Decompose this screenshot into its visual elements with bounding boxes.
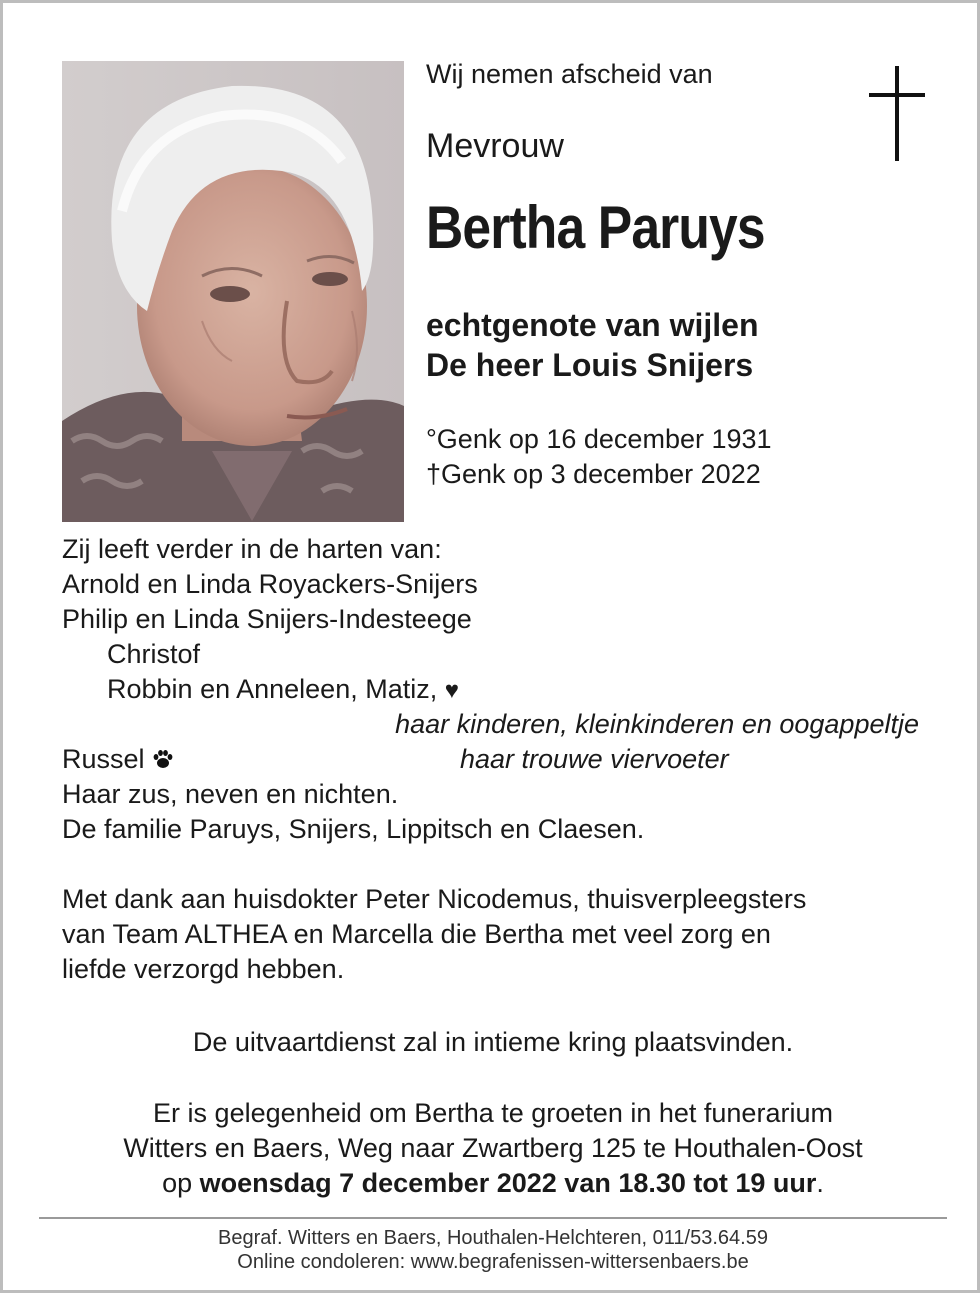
divider xyxy=(39,1217,947,1219)
thanks-line: liefde verzorgd hebben. xyxy=(62,954,345,984)
online-condolence-info: Online condoleren: www.begrafenissen-wittersenbaers.be xyxy=(237,1251,749,1273)
pet-name: Russel xyxy=(62,744,145,774)
survivor-line: Philip en Linda Snijers-Indesteege xyxy=(62,604,472,634)
spouse-line-2: De heer Louis Snijers xyxy=(426,347,754,383)
viewing-line: Witters en Baers, Weg naar Zwartberg 125 te Houthalen-Oost xyxy=(123,1133,863,1163)
survivor-line: Haar zus, neven en nichten. xyxy=(62,779,399,809)
viewing-suffix: . xyxy=(816,1168,824,1198)
portrait-photo xyxy=(62,61,404,522)
intro-text: Wij nemen afscheid van xyxy=(426,59,713,89)
birth-date: °Genk op 16 december 1931 xyxy=(426,424,772,454)
viewing-datetime: woensdag 7 december 2022 van 18.30 tot 19 uur xyxy=(199,1168,817,1198)
survivors-intro: Zij leeft verder in de harten van: xyxy=(62,534,442,564)
thanks-line: van Team ALTHEA en Marcella die Bertha met veel zorg en xyxy=(62,919,771,949)
pet-line xyxy=(62,744,174,777)
survivor-line: Arnold en Linda Royackers-Snijers xyxy=(62,569,478,599)
spouse-line-1: echtgenote van wijlen xyxy=(426,307,759,343)
viewing-line xyxy=(3,1168,980,1199)
survivor-line xyxy=(107,674,459,705)
survivor-line: De familie Paruys, Snijers, Lippitsch en Claesen. xyxy=(62,814,645,844)
heart-icon: ♥ xyxy=(444,677,459,704)
survivor-line: Christof xyxy=(107,639,201,669)
relation-caption: haar kinderen, kleinkinderen en oogappeltje xyxy=(395,709,919,739)
pet-caption: haar trouwe viervoeter xyxy=(460,744,729,774)
cross-icon xyxy=(869,66,925,161)
viewing-line: Er is gelegenheid om Bertha te groeten in het funerarium xyxy=(153,1098,833,1128)
survivor-line-text: Robbin en Anneleen, Matiz, xyxy=(107,674,438,704)
deceased-name: Bertha Paruys xyxy=(426,194,765,261)
funeral-home-info: Begraf. Witters en Baers, Houthalen-Helchteren, 011/53.64.59 xyxy=(218,1227,768,1249)
viewing-prefix: op xyxy=(162,1168,193,1198)
salutation: Mevrouw xyxy=(426,127,564,165)
thanks-line: Met dank aan huisdokter Peter Nicodemus, thuisverpleegsters xyxy=(62,884,807,914)
paw-icon xyxy=(152,746,174,777)
death-date: †Genk op 3 december 2022 xyxy=(426,459,761,489)
service-notice: De uitvaartdienst zal in intieme kring plaatsvinden. xyxy=(192,1027,794,1057)
